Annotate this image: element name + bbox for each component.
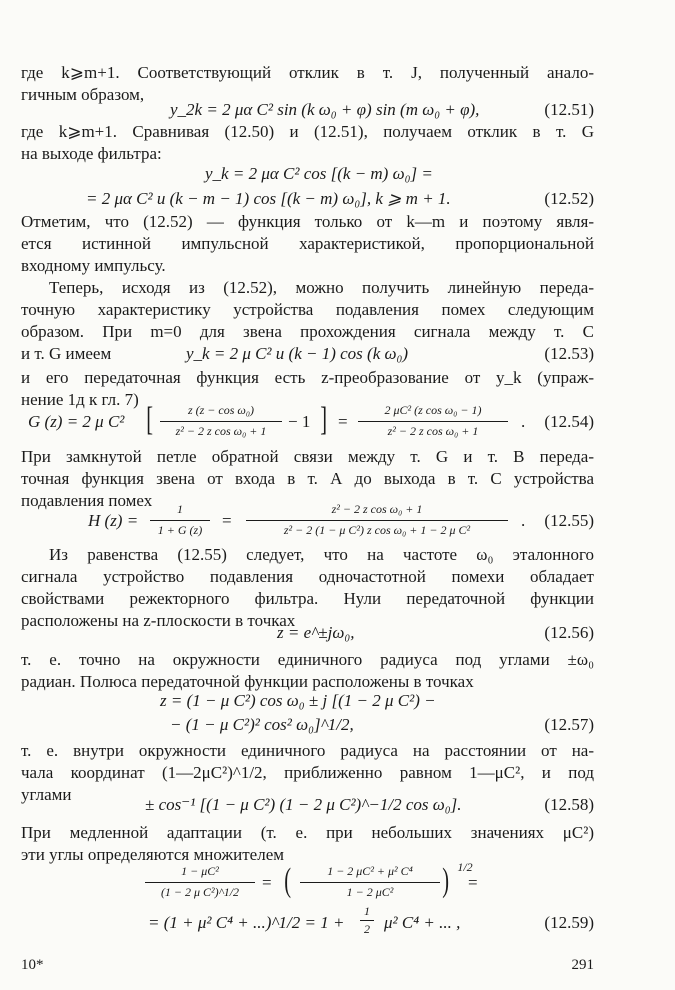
text-line: и т. G имеем — [21, 344, 112, 363]
text-line: ется истинной импульсной характеристикой, пропорциональной — [21, 234, 594, 253]
equation-12-59-line2a: = (1 + μ² C⁴ + ...)^1/2 = 1 + — [148, 913, 345, 932]
fraction-denominator: 1 + G (z) — [157, 523, 203, 537]
fraction-denominator: z² − 2 (1 − μ C²) z cos ω₀ + 1 − 2 μ C² — [283, 523, 471, 537]
text-line: т. е. точно на окружности единичного радиуса под углами ±ω₀ — [21, 650, 594, 669]
text-line: и его передаточная функция есть z-преобразование от y_k (упраж- — [21, 368, 594, 387]
fraction-numerator: 2 μC² (z cos ω₀ − 1) — [384, 403, 482, 417]
text-line: свойствами режекторного фильтра. Нули передаточной функции — [21, 589, 594, 608]
signature-mark: 10* — [21, 957, 44, 973]
page-number: 291 — [571, 957, 594, 973]
fraction-bar — [246, 520, 508, 521]
fraction-denominator: z² − 2 z cos ω₀ + 1 — [175, 424, 267, 438]
text-line: гичным образом, — [21, 85, 145, 104]
right-bracket: ] — [320, 401, 328, 438]
fraction-bar — [358, 421, 508, 422]
fraction-numerator: 1 − 2 μC² + μ² C⁴ — [327, 864, 413, 878]
text-line: Из равенства (12.55) следует, что на частоте ω₀ эталонного — [49, 545, 594, 564]
text-line: чала координат (1—2μC²)^1/2, приближенно равном 1—μC², и под — [21, 763, 594, 782]
equation-number: (12.57) — [544, 715, 594, 734]
text-line: точная функция звена от входа в т. А до выхода в т. С устройства — [21, 469, 594, 488]
equals-sign: = — [222, 511, 232, 530]
equation-number: (12.56) — [544, 623, 594, 642]
text-line: на выходе фильтра: — [21, 144, 162, 163]
text-line: Теперь, исходя из (12.52), можно получить линейную переда- — [49, 278, 594, 297]
equation-12-59-line2b: μ² C⁴ + ... , — [384, 913, 461, 932]
text-line: радиан. Полюса передаточной функции расположены в точках — [21, 672, 474, 691]
text-line: подавления помех — [21, 491, 153, 510]
equation-12-54-lhs: G (z) = 2 μ C² — [28, 412, 125, 431]
equation-12-52-line1: y_k = 2 μα C² cos [(k − m) ω₀] = — [205, 164, 433, 183]
equation-12-51: y_2k = 2 μα C² sin (k ω₀ + φ) sin (m ω₀ + φ), — [170, 100, 480, 119]
equation-number: (12.52) — [544, 189, 594, 208]
exponent: 1/2 — [457, 860, 473, 874]
equation-number: (12.58) — [544, 795, 594, 814]
text-line: нение 1д к гл. 7) — [21, 390, 139, 409]
equation-12-56: z = e^±jω₀, — [277, 623, 355, 642]
equation-number: (12.54) — [544, 412, 594, 431]
fraction-numerator: 1 − μC² — [181, 864, 219, 878]
text-line: При медленной адаптации (т. е. при небольших значениях μC²) — [21, 823, 594, 842]
equation-12-55-lhs: H (z) = — [88, 511, 139, 530]
equation-12-53: y_k = 2 μ C² u (k − 1) cos (k ω₀) — [186, 344, 409, 363]
fraction-bar — [360, 920, 374, 921]
text-line: углами — [21, 785, 72, 804]
text-line: где k⩾m+1. Соответствующий отклик в т. J, полученный анало- — [21, 63, 594, 82]
text-line: сигнала устройство подавления одночастотной помехи обладает — [21, 567, 594, 586]
text-line: эти углы определяются множителем — [21, 845, 285, 864]
fraction-bar — [300, 882, 440, 883]
minus-one: − 1 — [288, 412, 311, 431]
fraction-numerator: 1 — [177, 502, 183, 516]
equation-number: (12.51) — [544, 100, 594, 119]
text-line: точную характеристику устройства подавления помех следующим — [21, 300, 594, 319]
text-line: При замкнутой петле обратной связи между т. G и т. В переда- — [21, 447, 594, 466]
text-line: образом. При m=0 для звена прохождения сигнала между т. С — [21, 322, 594, 341]
equation-number: (12.53) — [544, 344, 594, 363]
equation-12-57-line1: z = (1 − μ C²) cos ω₀ ± j [(1 − 2 μ C²) − — [160, 691, 436, 710]
equals-sign: = — [338, 412, 348, 431]
equation-12-58: ± cos⁻¹ [(1 − μ C²) (1 − 2 μ C²)^−1/2 cos ω₀]. — [145, 795, 462, 814]
fraction-denominator: (1 − 2 μ C²)^1/2 — [160, 885, 240, 899]
fraction-bar — [160, 421, 282, 422]
equation-12-57-line2: − (1 − μ C²)² cos² ω₀]^1/2, — [170, 715, 354, 734]
fraction-numerator: z² − 2 z cos ω₀ + 1 — [331, 502, 423, 516]
equals-sign: = — [262, 873, 272, 892]
text-line: расположены на z-плоскости в точках — [21, 611, 296, 630]
equation-12-52-line2: = 2 μα C² u (k − m − 1) cos [(k − m) ω₀], k ⩾ m + 1. — [86, 189, 451, 208]
fraction-denominator: 1 − 2 μC² — [346, 885, 394, 899]
right-paren: ) — [442, 862, 450, 899]
fraction-bar — [145, 882, 255, 883]
fraction-numerator: 1 — [364, 904, 370, 918]
fraction-numerator: z (z − cos ω₀) — [187, 403, 255, 417]
text-line: Отметим, что (12.52) — функция только от k—m и поэтому явля- — [21, 212, 594, 231]
text-line: входному импульсу. — [21, 256, 166, 275]
equation-number: (12.59) — [544, 913, 594, 932]
fraction-denominator: 2 — [364, 922, 370, 936]
left-bracket: [ — [146, 401, 154, 438]
period: . — [521, 511, 526, 530]
left-paren: ( — [284, 862, 292, 899]
equals-sign: = — [468, 873, 478, 892]
period: . — [521, 412, 526, 431]
text-line: т. е. внутри окружности единичного радиуса на расстоянии от на- — [21, 741, 594, 760]
text-line: где k⩾m+1. Сравнивая (12.50) и (12.51), получаем отклик в т. G — [21, 122, 594, 141]
equation-number: (12.55) — [544, 511, 594, 530]
fraction-bar — [150, 520, 210, 521]
fraction-denominator: z² − 2 z cos ω₀ + 1 — [387, 424, 479, 438]
